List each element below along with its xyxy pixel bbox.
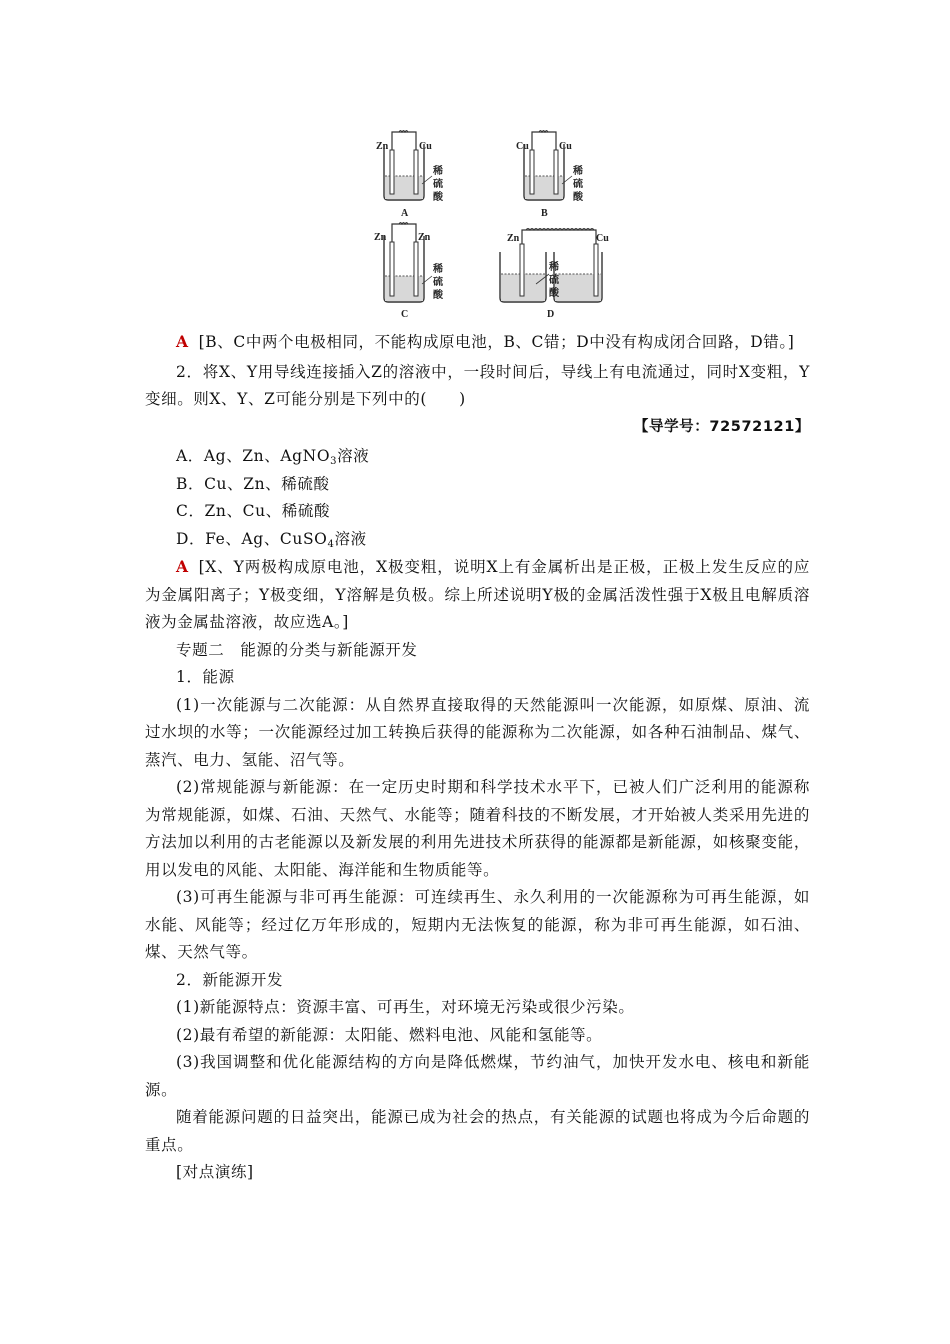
beaker-a <box>376 131 444 220</box>
beaker-d-acid-1: 稀 <box>549 262 559 273</box>
q2-stem: 2．将X、Y用导线连接插入Z的溶液中，一段时间后，导线上有电流通过，同时X变粗，Y变细。则X、Y、Z可能分别是下列中的( ) <box>145 362 810 408</box>
beaker-b-acid-2: 硫 <box>573 179 583 190</box>
option-a-text: A．Ag、Zn、AgNO <box>176 447 331 465</box>
section2-title: 2．新能源开发 <box>176 970 284 989</box>
section2-para3: (3)我国调整和优化能源结构的方向是降低燃煤，节约油气，加快开发水电、核电和新能源。 <box>145 1053 810 1099</box>
beaker-a-left-label: Zn <box>376 141 389 152</box>
q2-answer <box>145 553 810 637</box>
beaker-c-acid-1: 稀 <box>433 264 443 275</box>
beaker-d-right-label: Cu <box>596 233 609 244</box>
beaker-c <box>374 223 444 321</box>
option-d-sub: 4 <box>327 538 335 550</box>
section1-para1: (1)一次能源与二次能源：从自然界直接取得的天然能源叫一次能源，如原煤、原油、流过水坝的水等；一次能源经过加工转换后获得的能源称为二次能源，如各种石油制品、煤气、蒸汽、电力、氢能、沼气等。 <box>145 695 810 769</box>
beaker-diagrams <box>366 124 609 320</box>
q2-answer-text: [X、Y两极构成原电池，X极变粗，说明X上有金属析出是正极，正极上发生反应的应为金属阳离子；Y极变细，Y溶解是负极。综上所述说明Y极的金属活泼性强于X极且电解质溶液为金属盐溶液，故应选A。] <box>145 558 810 631</box>
section2-para2: (2)最有希望的新能源：太阳能、燃料电池、风能和氢能等。 <box>176 1025 603 1044</box>
option-d <box>145 526 810 554</box>
beaker-b-acid-1: 稀 <box>573 166 583 177</box>
option-c: C．Zn、Cu、稀硫酸 <box>176 502 331 520</box>
q1-answer <box>145 328 810 357</box>
option-d-text: D．Fe、Ag、CuSO <box>176 529 328 548</box>
beaker-d-acid-2: 硫 <box>549 275 559 286</box>
beaker-b-caption: B <box>541 208 548 219</box>
topic2-title: 专题二 能源的分类与新能源开发 <box>176 640 418 659</box>
beaker-c-acid-3: 酸 <box>433 290 443 301</box>
option-d-suffix: 溶液 <box>334 529 367 548</box>
q2-answer-letter: A <box>176 557 189 576</box>
beaker-d-caption: D <box>547 309 555 320</box>
beaker-a-acid-1: 稀 <box>433 166 443 177</box>
beaker-a-acid-2: 硫 <box>433 179 443 190</box>
section1-title: 1．能源 <box>176 668 235 686</box>
galvanic-cell-figure <box>366 124 609 320</box>
beaker-b-acid-3: 酸 <box>573 192 583 203</box>
beaker-c-right-label: Zn <box>418 232 431 243</box>
q1-answer-letter: A <box>176 332 189 351</box>
practice-heading: [对点演练] <box>176 1163 254 1181</box>
option-b: B．Cu、Zn、稀硫酸 <box>176 474 330 493</box>
guide-number: 【导学号：72572121】 <box>633 418 810 435</box>
section2-para1: (1)新能源特点：资源丰富、可再生，对环境无污染或很少污染。 <box>176 998 635 1016</box>
beaker-d <box>500 229 609 321</box>
beaker-a-caption: A <box>401 208 409 219</box>
document-body <box>145 328 810 1187</box>
beaker-a-right-label: Cu <box>419 141 432 152</box>
q1-answer-text: [B、C中两个电极相同，不能构成原电池，B、C错；D中没有构成闭合回路，D错。] <box>198 333 795 351</box>
section1-para3: (3)可再生能源与非可再生能源：可连续再生、永久利用的一次能源称为可再生能源，如水能、风能等；经过亿万年形成的，短期内无法恢复的能源，称为非可再生能源，如石油、煤、天然气等。 <box>145 888 810 961</box>
option-a-sub: 3 <box>330 456 338 467</box>
beaker-c-acid-2: 硫 <box>433 277 443 288</box>
option-a <box>145 443 810 471</box>
section1-para2: (2)常规能源与新能源：在一定历史时期和科学技术水平下，已被人们广泛利用的能源称为常规能源，如煤、石油、天然气、水能等；随着科技的不断发展，才开始被人类采用先进的方法加以利用的古老能源以及新发展的利用先进技术所获得的能源都是新能源，如核聚变能，用以发电的风能、太阳能、海洋能和生物质能等。 <box>145 778 810 879</box>
summary-paragraph: 随着能源问题的日益突出，能源已成为社会的热点，有关能源的试题也将成为今后命题的重点。 <box>145 1108 810 1154</box>
beaker-b <box>516 131 584 220</box>
beaker-b-right-label: Cu <box>559 141 572 152</box>
beaker-d-acid-3: 酸 <box>549 288 559 299</box>
beaker-c-caption: C <box>401 309 409 320</box>
beaker-d-left-label: Zn <box>507 233 520 244</box>
beaker-b-left-label: Cu <box>516 141 529 152</box>
beaker-a-acid-3: 酸 <box>433 192 443 203</box>
beaker-c-left-label: Zn <box>374 232 387 243</box>
option-a-suffix: 溶液 <box>337 447 370 465</box>
